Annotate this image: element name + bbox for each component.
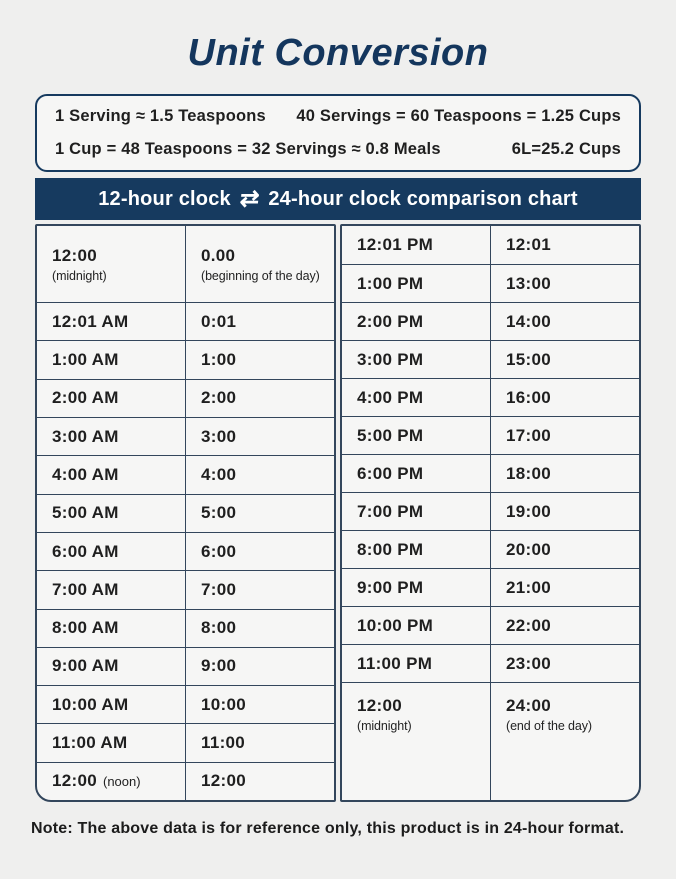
table-row xyxy=(342,606,639,644)
cell-24h xyxy=(491,303,639,340)
cell-12h-value: 11:00 AM xyxy=(52,733,128,753)
cell-24h xyxy=(491,341,639,378)
cell-24h-value: 16:00 xyxy=(506,387,551,407)
cell-24h-value: 21:00 xyxy=(506,577,551,597)
cell-12h xyxy=(37,763,186,800)
cell-12h xyxy=(37,456,186,493)
note-text: Note: The above data is for reference only, this product is in 24-hour format. xyxy=(31,820,625,837)
cell-24h xyxy=(186,571,334,608)
table-row xyxy=(37,379,334,417)
cell-12h xyxy=(342,531,491,568)
table-row xyxy=(37,455,334,493)
cell-24h xyxy=(186,456,334,493)
conversion-line-1-right: 40 Servings = 60 Teaspoons = 1.25 Cups xyxy=(296,107,621,125)
cell-12h-value: 11:00 PM xyxy=(357,653,433,673)
cell-24h xyxy=(491,493,639,530)
cell-24h-sub-label: (beginning of the day) xyxy=(201,268,320,283)
table-row xyxy=(342,340,639,378)
cell-12h-value: 7:00 AM xyxy=(52,579,119,599)
table-row xyxy=(342,568,639,606)
cell-12h xyxy=(342,303,491,340)
clock-comparison-header xyxy=(35,178,641,220)
cell-24h-value: 6:00 xyxy=(201,541,237,561)
cell-12h xyxy=(37,571,186,608)
table-row xyxy=(37,226,334,302)
cell-24h-value: 13:00 xyxy=(506,273,551,293)
cell-12h xyxy=(342,683,491,800)
cell-24h xyxy=(491,645,639,682)
cell-24h xyxy=(186,341,334,378)
cell-12h-value: 1:00 PM xyxy=(357,273,424,293)
table-row xyxy=(342,644,639,682)
cell-12h xyxy=(342,341,491,378)
cell-24h-value: 17:00 xyxy=(506,425,551,445)
cell-12h-value: 9:00 PM xyxy=(357,577,424,597)
cell-12h-value: 5:00 AM xyxy=(52,503,119,523)
table-row xyxy=(342,454,639,492)
conversion-line-1 xyxy=(55,100,621,133)
cell-24h-value: 3:00 xyxy=(201,426,237,446)
cell-12h-value: 7:00 PM xyxy=(357,501,424,521)
cell-12h xyxy=(37,303,186,340)
table-row xyxy=(37,570,334,608)
table-row xyxy=(37,340,334,378)
cell-12h-value: 10:00 AM xyxy=(52,694,129,714)
cell-24h xyxy=(186,495,334,532)
cell-12h xyxy=(37,686,186,723)
cell-24h-value: 8:00 xyxy=(201,618,237,638)
cell-12h-value: 6:00 PM xyxy=(357,463,424,483)
cell-12h-value: 8:00 AM xyxy=(52,618,119,638)
cell-12h-inline-label: (noon) xyxy=(102,774,141,790)
table-row xyxy=(342,416,639,454)
table-row xyxy=(342,682,639,800)
cell-24h-value: 19:00 xyxy=(506,501,551,521)
cell-24h-value: 20:00 xyxy=(506,539,551,559)
table-row xyxy=(37,609,334,647)
cell-24h xyxy=(186,648,334,685)
cell-12h xyxy=(342,265,491,302)
cell-24h-value: 9:00 xyxy=(201,656,237,676)
cell-12h xyxy=(37,418,186,455)
cell-12h xyxy=(342,226,491,264)
table-row xyxy=(342,226,639,264)
cell-24h xyxy=(491,607,639,644)
cell-24h-value: 5:00 xyxy=(201,503,237,523)
cell-24h xyxy=(491,455,639,492)
cell-12h xyxy=(37,380,186,417)
page-title: Unit Conversion xyxy=(187,32,489,74)
table-row xyxy=(342,264,639,302)
cell-24h-value: 23:00 xyxy=(506,653,551,673)
table-row xyxy=(37,762,334,800)
cell-12h xyxy=(342,455,491,492)
cell-12h-value: 12:00 (noon) xyxy=(52,771,141,791)
clock-header-right-text: 24-hour clock comparison chart xyxy=(268,187,578,210)
cell-12h xyxy=(342,569,491,606)
conversion-line-2 xyxy=(55,133,621,166)
table-row xyxy=(37,723,334,761)
cell-24h-value: 10:00 xyxy=(201,694,246,714)
cell-12h-value: 12:00 xyxy=(52,245,97,265)
cell-12h xyxy=(342,645,491,682)
cell-12h-value: 4:00 PM xyxy=(357,387,424,407)
cell-24h xyxy=(186,610,334,647)
table-row xyxy=(37,494,334,532)
cell-24h-value: 18:00 xyxy=(506,463,551,483)
cell-24h xyxy=(186,226,334,302)
cell-24h xyxy=(491,531,639,568)
cell-24h-value: 1:00 xyxy=(201,349,237,369)
cell-12h-value: 3:00 AM xyxy=(52,426,119,446)
table-row xyxy=(342,302,639,340)
cell-24h-value: 0:01 xyxy=(201,311,237,331)
cell-12h-value: 1:00 AM xyxy=(52,349,119,369)
cell-24h-value: 22:00 xyxy=(506,615,551,635)
cell-24h-sub-label: (end of the day) xyxy=(506,719,592,733)
time-tables xyxy=(35,224,641,802)
swap-arrows-icon: ⇄ xyxy=(238,184,261,211)
cell-12h xyxy=(37,533,186,570)
cell-24h-value: 0.00 xyxy=(201,245,236,265)
cell-12h-value: 2:00 AM xyxy=(52,388,119,408)
cell-24h-value: 7:00 xyxy=(201,579,237,599)
content-area xyxy=(31,30,641,838)
conversion-box xyxy=(35,94,641,172)
cell-12h xyxy=(342,417,491,454)
time-table-am xyxy=(35,224,336,802)
cell-12h-value: 12:00 xyxy=(357,696,402,715)
cell-24h-value: 2:00 xyxy=(201,388,237,408)
cell-24h xyxy=(186,724,334,761)
cell-24h xyxy=(186,763,334,800)
cell-24h xyxy=(186,380,334,417)
table-row xyxy=(37,532,334,570)
cell-12h xyxy=(342,493,491,530)
cell-24h xyxy=(491,379,639,416)
table-row xyxy=(37,417,334,455)
cell-24h-value: 4:00 xyxy=(201,464,237,484)
cell-24h xyxy=(186,533,334,570)
table-row xyxy=(342,530,639,568)
table-row xyxy=(37,302,334,340)
cell-24h xyxy=(491,226,639,264)
cell-24h xyxy=(491,265,639,302)
clock-header-left-text: 12-hour clock xyxy=(98,187,231,210)
table-row xyxy=(342,492,639,530)
cell-24h xyxy=(491,569,639,606)
cell-12h xyxy=(37,226,186,302)
cell-12h-value: 10:00 PM xyxy=(357,615,434,635)
cell-24h-value: 24:00 xyxy=(506,696,551,715)
cell-12h-value: 3:00 PM xyxy=(357,349,424,369)
cell-12h-value: 2:00 PM xyxy=(357,311,424,331)
cell-12h-value: 8:00 PM xyxy=(357,539,424,559)
table-row xyxy=(37,647,334,685)
cell-12h xyxy=(342,379,491,416)
cell-12h-value: 4:00 AM xyxy=(52,464,119,484)
time-table-pm xyxy=(340,224,641,802)
cell-24h-value: 12:01 xyxy=(506,235,551,254)
cell-24h-value: 12:00 xyxy=(201,771,246,791)
cell-12h xyxy=(37,341,186,378)
cell-12h-value: 5:00 PM xyxy=(357,425,424,445)
conversion-line-1-left: 1 Serving ≈ 1.5 Teaspoons xyxy=(55,107,266,125)
cell-12h-value: 9:00 AM xyxy=(52,656,119,676)
conversion-line-2-right: 6L=25.2 Cups xyxy=(511,140,621,158)
cell-24h xyxy=(186,303,334,340)
cell-24h xyxy=(186,686,334,723)
cell-12h xyxy=(37,495,186,532)
cell-24h xyxy=(186,418,334,455)
cell-12h-sub-label: (midnight) xyxy=(357,719,412,733)
cell-12h xyxy=(342,607,491,644)
cell-24h xyxy=(491,683,639,800)
cell-24h-value: 15:00 xyxy=(506,349,551,369)
cell-12h-value: 12:01 PM xyxy=(357,235,434,254)
cell-12h-value: 6:00 AM xyxy=(52,541,119,561)
cell-24h xyxy=(491,417,639,454)
cell-12h xyxy=(37,648,186,685)
cell-12h-value: 12:01 AM xyxy=(52,311,129,331)
cell-24h-value: 14:00 xyxy=(506,311,551,331)
table-row xyxy=(37,685,334,723)
table-row xyxy=(342,378,639,416)
cell-12h-sub-label: (midnight) xyxy=(52,268,107,283)
cell-12h xyxy=(37,610,186,647)
conversion-line-2-left: 1 Cup = 48 Teaspoons = 32 Servings ≈ 0.8 Meals xyxy=(55,140,441,158)
cell-24h-value: 11:00 xyxy=(201,733,246,753)
cell-12h xyxy=(37,724,186,761)
